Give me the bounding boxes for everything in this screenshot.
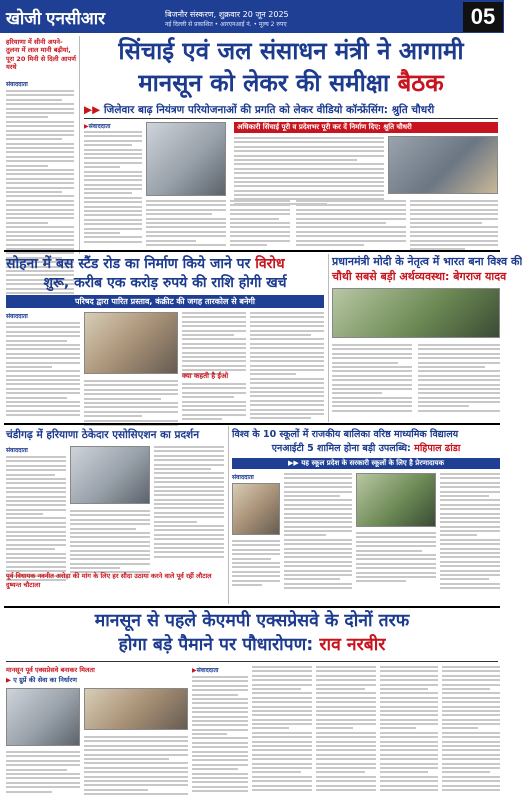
sohna-text-col2 [84, 380, 178, 428]
column-rule [79, 36, 80, 254]
lead-headline-accent: बैठक [397, 69, 444, 97]
lead-text-col6 [410, 200, 498, 253]
lead-text-col2 [146, 200, 226, 248]
kmp-text-col3 [192, 676, 248, 795]
pm-text-col1 [332, 344, 412, 414]
lead-photo-2 [388, 136, 498, 194]
lead-text-col1 [84, 131, 142, 245]
kmp-photo-2 [84, 688, 188, 730]
lead-headline-line1: सिंचाई एवं जल संसाधन मंत्री ने आगामी [118, 37, 464, 65]
red-arrow-icon: ▶▶ [288, 459, 299, 467]
lead-text-col4 [234, 137, 384, 207]
red-arrow-icon: ▶▶ [84, 104, 101, 116]
left-column-byline: संवाददाता [6, 81, 28, 88]
kmp-side-headline: मानसून पूर्व एक्सप्रेसवे बनाकर मिलता [6, 666, 95, 674]
pm-headline-line1: प्रधानमंत्री मोदी के नेतृत्व में भारत बना विश्व की [332, 255, 522, 268]
kmp-text-col4 [252, 666, 312, 793]
kmp-text-col5 [316, 666, 376, 793]
protest-byline: संवाददाता [6, 447, 28, 454]
kmp-headline-line2: होगा बड़े पैमाने पर पौधारोपण: राव नरबीर [118, 635, 386, 655]
lead-kicker: अधिकारी सिंचाई पूरी व प्रदेशभर पूरी कर दें निर्माण दिए: श्रुति चौधरी [234, 122, 498, 133]
column-rule [228, 426, 229, 604]
kmp-side-label: ▶ ए ग्रुप्रें की सेवा का निर्धारण [6, 676, 77, 684]
lead-subheadline: ▶▶ जिलेवार बाढ़ नियंत्रण परियोजनाओं की प्रगति को लेकर वीडियो कॉन्फ्रेंसिंग: श्रुति चौधरी [84, 104, 435, 116]
lead-photo-1 [146, 122, 226, 196]
protest-text-col1 [6, 456, 66, 583]
kmp-text-col6 [380, 666, 438, 793]
school-headline-line2: एनआईटी 5 शामिल होना बड़ी उपलब्धि: महिपाल ढांडा [271, 443, 461, 454]
sohna-photo-caption: क्या कहती है ईओ [182, 372, 229, 380]
protest-subheadline: पूर्व विधायक नवनीत अरोड़ा की मांग के लिए हर सौदा उठाया करने वाले पूर्व रहीं लौटाल दुष्यन्त चौटाला [6, 572, 212, 589]
lead-text-col5 [296, 200, 406, 248]
sohna-byline: संवाददाता [6, 313, 28, 320]
school-text-col1 [232, 540, 280, 588]
dateline: बिजनौर संस्करण, शुक्रवार 20 जून 2025 [165, 10, 289, 19]
pm-photo [332, 288, 500, 338]
kmp-headline-line1: मानसून से पहले केएमपी एक्सप्रेसवे के दोनों तरफ [94, 611, 410, 631]
school-text-col4 [440, 473, 500, 592]
red-arrow-icon: ▶ [6, 676, 11, 684]
sohna-text-col1 [6, 322, 80, 419]
school-kicker: ▶▶ यह स्कूल प्रदेश के सरकारी स्कूलों के लिए है प्रेरणादायक [232, 458, 500, 469]
sohna-text-col5 [250, 312, 324, 422]
lead-headline-line2 [84, 68, 498, 98]
lead-byline: ▶संवाददाता [84, 123, 111, 130]
school-text-col2 [284, 473, 352, 592]
kmp-text-col7 [442, 666, 500, 793]
kmp-text-col2 [84, 736, 188, 797]
kmp-rule [6, 661, 498, 662]
section-divider [4, 606, 500, 608]
pm-text-col2 [418, 344, 500, 414]
left-column-headline: हरियाणा में सीनी अपने-तुलना में लाल मानी बढ़ीयां, पूरा 20 मिनी से दिली आपर्ण यरथे [6, 38, 76, 72]
lead-headline-main: मानसून को लेकर की समीक्षा [138, 69, 390, 97]
column-rule [328, 254, 329, 422]
section-divider [4, 423, 500, 425]
section-divider [4, 250, 500, 252]
sohna-headline-line2: शुरू, करीब एक करोड़ रुपये की राशि होगी खर्च [43, 275, 287, 291]
kmp-photo-1 [6, 688, 80, 746]
sohna-photo [84, 312, 178, 374]
protest-text-col2 [70, 510, 150, 576]
pm-headline-line2: चौथी सबसे बड़ी अर्थव्यवस्था: बेगराज यादव [332, 270, 507, 283]
sohna-text-col4 [182, 383, 246, 427]
school-byline: संवाददाता [232, 474, 254, 481]
kmp-byline: ▶संवाददाता [192, 667, 219, 674]
red-arrow-icon: ▶ [84, 123, 89, 130]
sohna-headline-line1: सोहना में बस स्टैंड रोड का निर्माण किये जाने पर विरोध [6, 256, 285, 272]
lead-rule [84, 118, 498, 119]
masthead-subline: नई दिल्ली से प्रकाशित • आरएनआई नं. • मूल्य 2 रुपए [165, 21, 287, 28]
paper-name: खोजी एनसीआर [6, 9, 106, 28]
protest-text-col3 [154, 446, 224, 560]
sohna-text-col3 [182, 312, 246, 378]
kmp-text-col1 [6, 751, 80, 795]
protest-photo [70, 446, 150, 504]
sohna-subheadline: परिषद द्वारा पारित प्रस्ताव, कंक्रीट की जगह तारकोल से बनेगी [6, 295, 324, 308]
school-text-col3 [356, 532, 436, 585]
page-number: 05 [463, 2, 503, 32]
school-photo-2 [356, 473, 436, 527]
protest-headline: चंडीगढ़ में हरियाणा ठेकेदार एसोसिएशन का प्रदर्शन [6, 429, 200, 441]
school-headline-line1: विश्व के 10 स्कूलों में राजकीय बालिका वरिष्ठ माध्यमिक विद्यालय [232, 429, 459, 440]
school-photo-1 [232, 483, 280, 535]
red-arrow-icon: ▶ [192, 667, 197, 674]
